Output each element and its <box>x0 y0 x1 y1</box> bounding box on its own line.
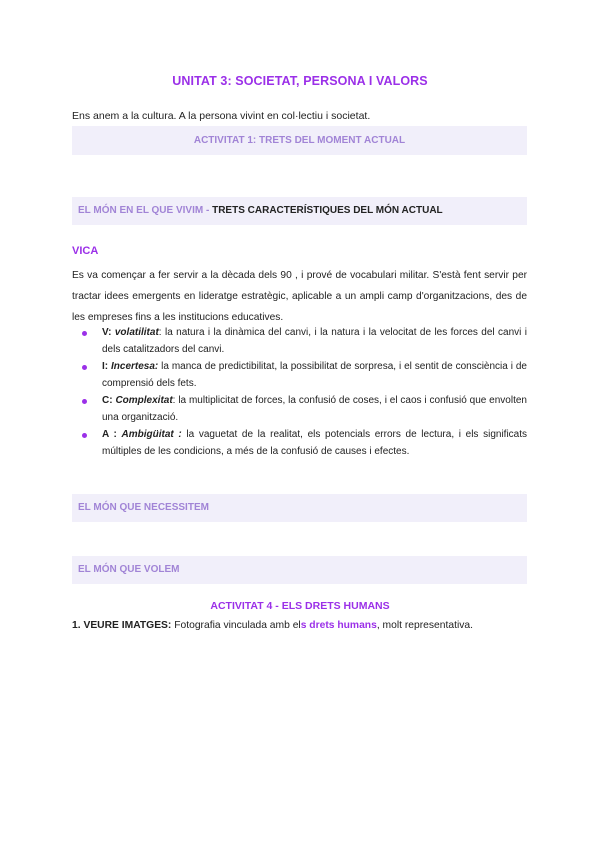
vica-def: la multiplicitat de forces, la confusió de coses, i el caos i confusió que envolten una organització. <box>102 395 527 423</box>
vica-term: volatilitat <box>114 327 159 338</box>
section-world-we-live-prefix: EL MÓN EN EL QUE VIVIM - <box>78 205 213 216</box>
bullet-icon <box>82 331 87 336</box>
vica-sep: : <box>172 395 176 406</box>
vica-title: VICA <box>72 245 99 257</box>
section-world-we-want-heading: EL MÓN QUE VOLEM <box>72 556 527 584</box>
list-item <box>102 325 527 358</box>
intro-text: Ens anem a la cultura. A la persona vivint en col·lectiu i societat. <box>72 110 371 122</box>
vica-paragraph: Es va començar a fer servir a la dècada dels 90 , i prové de vocabulari militar. S'està fent servir per tractar idees emergents en lideratge estratègic, aplicable a un ampli camp d'organitzacions, des de les empreses fins a les institucions educatives. <box>72 270 527 323</box>
list-item <box>102 427 527 460</box>
unit-title: UNITAT 3: SOCIETAT, PERSONA I VALORS <box>172 74 428 88</box>
vica-def: la natura i la dinàmica del canvi, i la natura i la velocitat de les forces del canvi i dels catalitzadors del canvi. <box>102 327 528 355</box>
veure-highlight: s drets humans <box>300 620 377 631</box>
vica-letter: I: <box>102 361 109 372</box>
bullet-icon <box>82 365 87 370</box>
vica-def: la manca de predictibilitat, la possibilitat de sorpresa, i el sentit de consciència i de comprensió dels fets. <box>102 361 527 389</box>
vica-letter: C: <box>102 395 113 406</box>
section-world-we-live-main: TRETS CARACTERÍSTIQUES DEL MÓN ACTUAL <box>212 205 443 216</box>
section-world-we-need-heading: EL MÓN QUE NECESSITEM <box>72 494 527 522</box>
list-item <box>102 359 527 392</box>
veure-label: 1. VEURE IMATGES: <box>72 620 172 631</box>
veure-text-before: Fotografia vinculada amb el <box>171 620 301 631</box>
vica-letter: A : <box>102 429 117 440</box>
veure-imatges-line <box>72 620 473 631</box>
activity1-heading: ACTIVITAT 1: TRETS DEL MOMENT ACTUAL <box>72 126 527 155</box>
bullet-icon <box>82 433 87 438</box>
vica-term: Ambigüitat : <box>121 429 182 440</box>
vica-def: la vaguetat de la realitat, els potencials errors de lectura, i els significats múltiples de les condicions, a més de la confusió de causes i efectes. <box>102 429 528 457</box>
vica-term: Complexitat <box>115 395 173 406</box>
vica-term: Incertesa: <box>111 361 159 372</box>
activity4-heading: ACTIVITAT 4 - ELS DRETS HUMANS <box>210 600 390 612</box>
veure-text-after: , molt representativa. <box>376 620 473 631</box>
bullet-icon <box>82 399 87 404</box>
vica-sep: : <box>158 327 162 338</box>
vica-letter: V: <box>102 327 112 338</box>
list-item <box>102 393 527 426</box>
vica-list <box>102 325 527 461</box>
section-world-we-live-heading <box>72 197 527 225</box>
